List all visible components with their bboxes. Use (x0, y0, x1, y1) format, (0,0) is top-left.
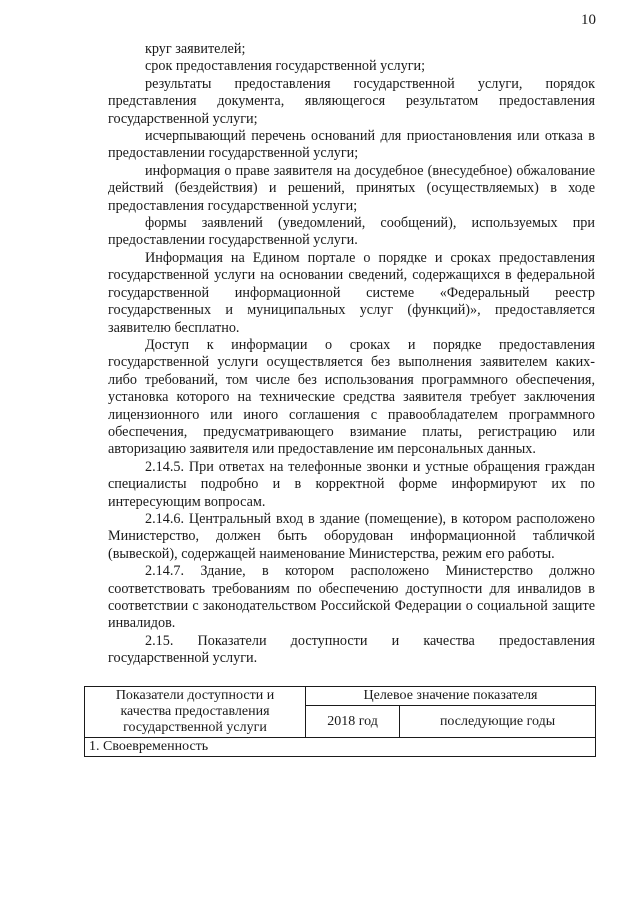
paragraph: 2.14.6. Центральный вход в здание (помещение), в котором расположено Министерство, должен быть оборудован информационной табличкой (вывеской), содержащей наименование Министерства, режим его работы. (108, 510, 595, 562)
paragraph: формы заявлений (уведомлений, сообщений), используемых при предоставлении государственной услуги. (108, 215, 595, 249)
table-header-target-value: Целевое значение показателя (306, 687, 596, 706)
paragraph: 2.15. Показатели доступности и качества предоставления государственной услуги. (108, 632, 595, 667)
page-number: 10 (581, 12, 596, 28)
paragraph: 2.14.5. При ответах на телефонные звонки и устные обращения граждан специалисты подробно и в корректной форме информируют их по интересующим вопросам. (108, 458, 595, 510)
indicators-table (84, 686, 596, 757)
paragraph: Доступ к информации о сроках и порядке предоставления государственной услуги осуществляется без выполнения заявителем каких-либо требований, том числе без использования программного обеспечения, установка которого на технические средства заявителя требует заключения лицензионного или иного соглашения с правообладателем программного обеспечения, предусматривающего взимание платы, регистрацию или авторизацию заявителя или предоставление им персональных данных. (108, 336, 595, 458)
table-row-label: 1. Своевременность (85, 738, 596, 757)
table-header-2018: 2018 год (306, 706, 400, 738)
document-body (108, 41, 595, 668)
paragraph: срок предоставления государственной услуги; (145, 58, 426, 75)
paragraph: результаты предоставления государственной услуги, порядок представления документа, являющегося результатом предоставления государственной услуги; (108, 75, 595, 127)
paragraph: Информация на Едином портале о порядке и сроках предоставления государственной услуги на основании сведений, содержащихся в федеральной государственной информационной системе «Федеральный реестр государственных и муниципальных услуг (функций)», предоставляется заявителю бесплатно. (108, 249, 595, 336)
paragraph: информация о праве заявителя на досудебное (внесудебное) обжалование действий (бездействия) и решений, принятых (осуществляемых) в ходе предоставления государственной услуги; (108, 162, 595, 214)
table-row (85, 738, 596, 757)
table-header-indicators: Показатели доступности и качества предоставления государственной услуги (85, 687, 306, 738)
paragraph: исчерпывающий перечень оснований для приостановления или отказа в предоставлении государственной услуги; (108, 128, 595, 162)
paragraph: 2.14.7. Здание, в котором расположено Министерство должно соответствовать требованиям по обеспечению доступности для инвалидов в соответствии с законодательством Российской Федерации о социальной защите инвалидов. (108, 563, 595, 632)
table-header-following-years: последующие годы (400, 706, 596, 738)
paragraph: круг заявителей; (145, 41, 246, 57)
